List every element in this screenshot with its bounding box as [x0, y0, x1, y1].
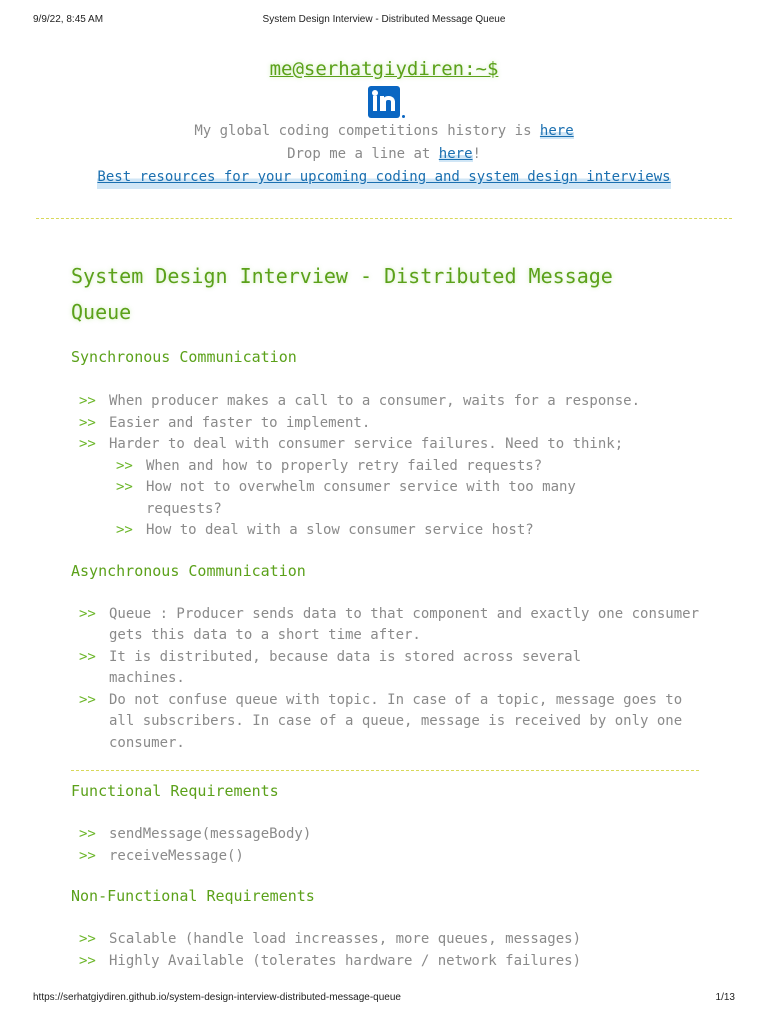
- list-item-text: sendMessage(messageBody): [109, 826, 312, 842]
- resources-link[interactable]: Best resources for your upcoming coding and system design interviews: [97, 166, 670, 189]
- list-item: [71, 520, 701, 542]
- contact-link[interactable]: here: [438, 146, 473, 162]
- list-item-text: Easier and faster to implement.: [109, 414, 371, 431]
- list-item: [71, 477, 701, 520]
- linkedin-icon[interactable]: [368, 86, 400, 118]
- section-title-synchronous: Synchronous Communication: [71, 348, 297, 366]
- header-divider: [36, 218, 732, 219]
- bullet-marker: >>: [79, 931, 96, 947]
- list-item: [71, 604, 701, 647]
- competitions-text: My global coding competitions history is: [194, 123, 540, 139]
- article-title-line2: Queue: [71, 300, 132, 324]
- bullet-marker: >>: [79, 847, 96, 864]
- list-item: [71, 456, 701, 478]
- list-item: [71, 391, 701, 413]
- list-item-text: When and how to properly retry failed requests?: [146, 457, 543, 474]
- print-url: https://serhatgiydiren.github.io/system-design-interview-distributed-message-queue: [33, 992, 401, 1003]
- bullet-marker: >>: [79, 826, 96, 842]
- print-page-title: System Design Interview - Distributed Message Queue: [262, 14, 506, 25]
- non-functional-list: [71, 929, 701, 972]
- contact-text: Drop me a line at: [287, 146, 439, 162]
- list-item-text: Queue : Producer sends data to that component and exactly one consumer gets this data to a short time after.: [109, 605, 700, 643]
- functional-list: [71, 824, 701, 867]
- bullet-marker: >>: [79, 393, 96, 409]
- section-title-functional: Functional Requirements: [71, 782, 279, 800]
- list-item-text: How to deal with a slow consumer service host?: [146, 522, 534, 538]
- contact-suffix: !: [472, 146, 481, 162]
- asynchronous-list: [71, 604, 701, 755]
- bullet-marker: >>: [116, 479, 133, 495]
- print-footer: [33, 992, 735, 1003]
- list-item: [71, 824, 701, 846]
- bullet-marker: >>: [116, 457, 133, 474]
- article-title: [71, 258, 701, 330]
- competitions-line: [0, 120, 768, 143]
- bullet-marker: >>: [116, 522, 133, 538]
- section-title-asynchronous: Asynchronous Communication: [71, 561, 306, 580]
- bullet-marker: >>: [79, 952, 96, 969]
- print-datetime: 9/9/22, 8:45 AM: [33, 14, 104, 25]
- list-item-text: It is distributed, because data is stored across several machines.: [109, 648, 582, 686]
- list-item-text: How not to overwhelm consumer service with too many requests?: [146, 479, 576, 517]
- list-item-text: Scalable (handle load increasses, more queues, messages): [109, 931, 582, 947]
- list-item: [71, 647, 701, 690]
- site-header: [0, 58, 768, 189]
- bullet-marker: >>: [79, 691, 96, 708]
- list-item-text: Do not confuse queue with topic. In case of a topic, message goes to all subscribers. In case of a queue, message is received by only one consumer.: [109, 691, 683, 751]
- bullet-marker: >>: [79, 436, 96, 452]
- list-item-text: Harder to deal with consumer service failures. Need to think;: [109, 436, 624, 452]
- list-item: [71, 929, 701, 951]
- bullet-marker: >>: [79, 648, 96, 665]
- site-title-link[interactable]: me@serhatgiydiren:~$: [269, 58, 499, 80]
- list-item-text: receiveMessage(): [109, 847, 244, 864]
- bullet-marker: >>: [79, 605, 96, 622]
- list-item: [71, 846, 701, 868]
- bullet-marker: >>: [79, 414, 96, 431]
- competitions-link[interactable]: here: [539, 123, 574, 139]
- contact-line: [0, 143, 768, 166]
- list-item: [71, 413, 701, 435]
- synchronous-list: [71, 391, 701, 542]
- article-title-line1: System Design Interview - Distributed Message: [71, 264, 613, 288]
- list-item-text: When producer makes a call to a consumer, waits for a response.: [109, 393, 641, 409]
- section-divider: [71, 770, 699, 771]
- print-page-number: 1/13: [715, 992, 735, 1003]
- article: [71, 258, 701, 972]
- list-item: [71, 434, 701, 456]
- list-item: [71, 690, 701, 755]
- list-item-text: Highly Available (tolerates hardware / network failures): [109, 952, 582, 969]
- section-title-non-functional: Non-Functional Requirements: [71, 887, 315, 905]
- list-item: [71, 951, 701, 973]
